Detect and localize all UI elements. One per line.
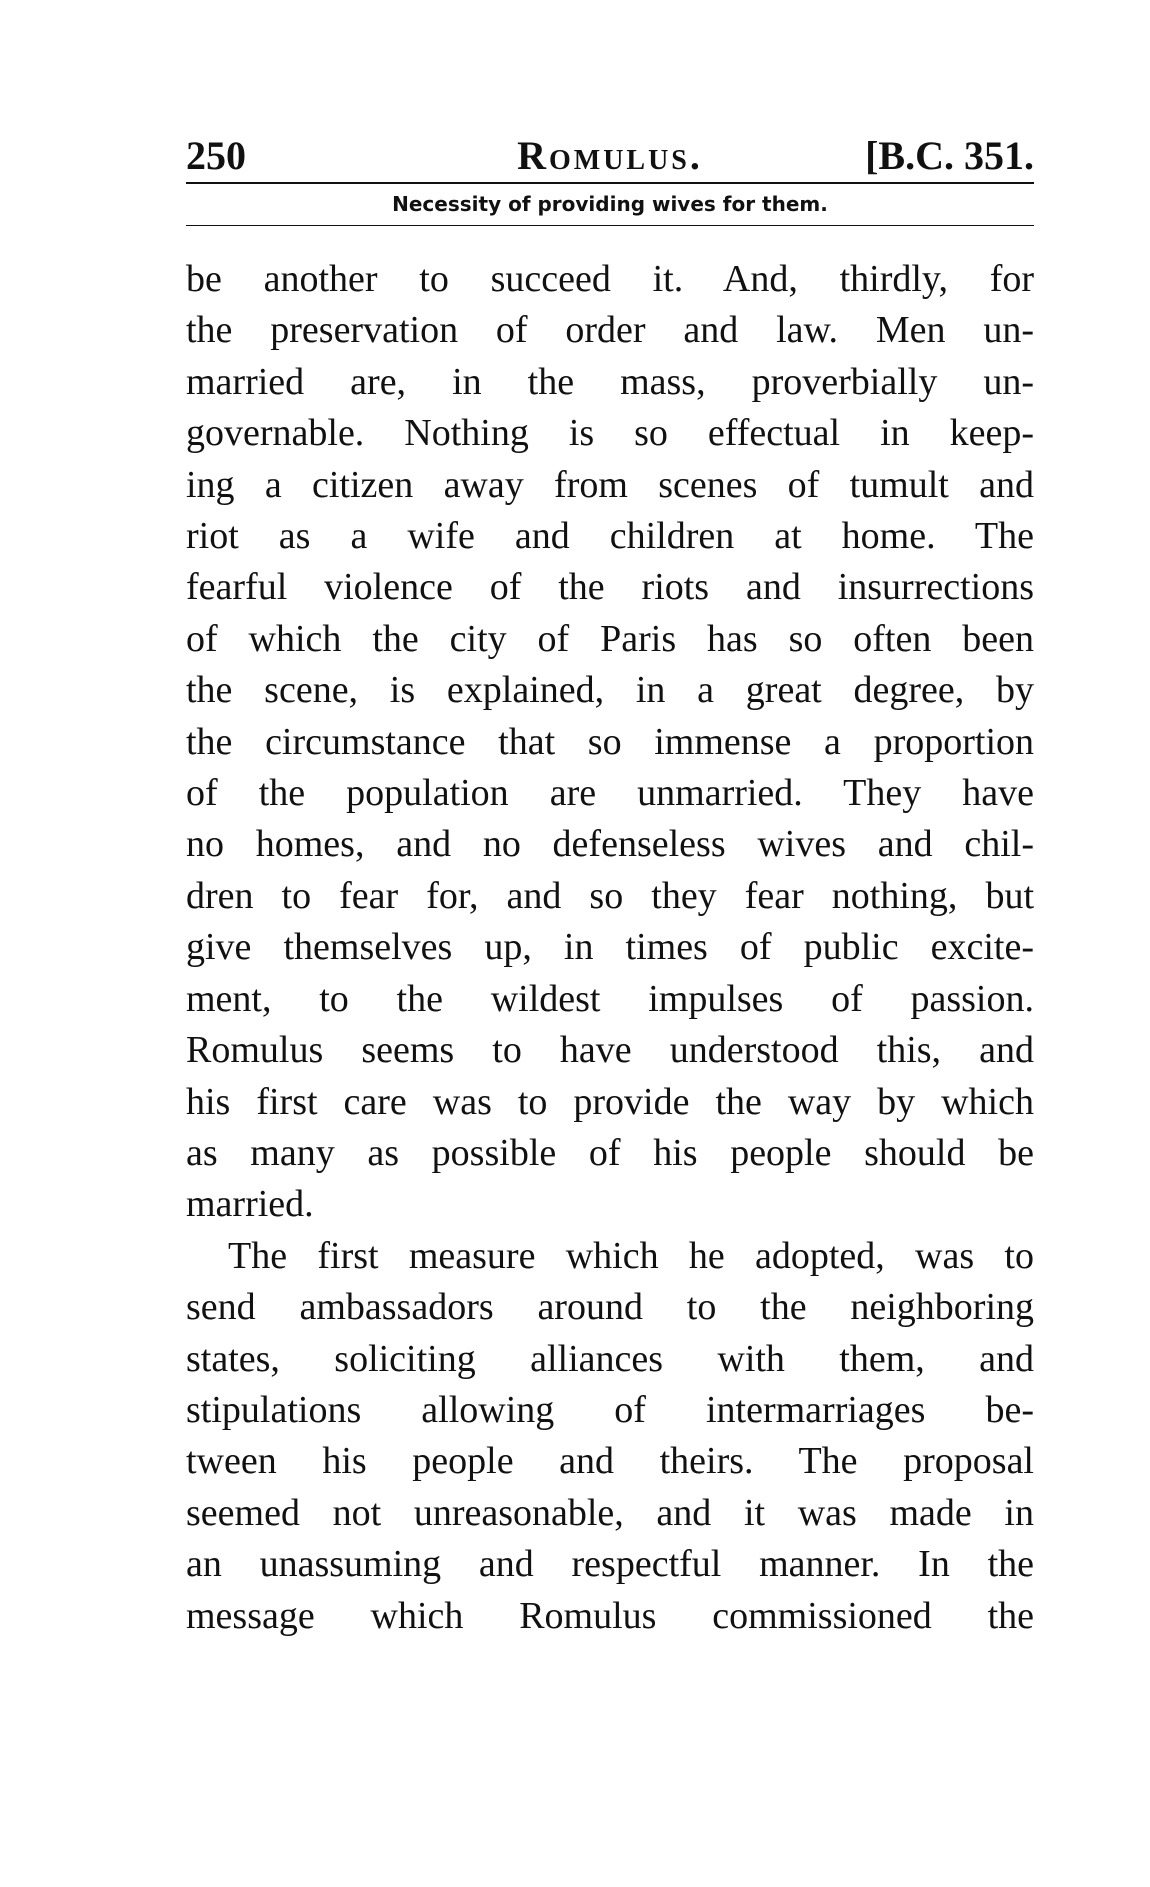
text-line: riot as a wife and children at home. The bbox=[186, 515, 1034, 558]
text-line: the scene, is explained, in a great degree, by bbox=[186, 669, 1034, 712]
text-line: stipulations allowing of intermarriages be- bbox=[186, 1388, 1034, 1431]
running-head bbox=[186, 130, 1034, 182]
text-line: the circumstance that so immense a proportion bbox=[186, 720, 1034, 763]
text-line: no homes, and no defenseless wives and chil- bbox=[186, 823, 1034, 866]
text-line: married. bbox=[186, 1183, 314, 1226]
text-line: governable. Nothing is so effectual in keep- bbox=[186, 412, 1034, 455]
text-line: seemed not unreasonable, and it was made in bbox=[186, 1491, 1034, 1534]
text-line: send ambassadors around to the neighboring bbox=[186, 1286, 1034, 1329]
text-line: as many as possible of his people should be bbox=[186, 1131, 1034, 1174]
text-line: an unassuming and respectful manner. In the bbox=[186, 1543, 1034, 1586]
text-line: of the population are unmarried. They have bbox=[186, 772, 1034, 815]
text-line: Romulus seems to have understood this, and bbox=[186, 1029, 1034, 1072]
page-number: 250 bbox=[186, 133, 246, 178]
text-line: message which Romulus commissioned the bbox=[186, 1594, 1034, 1637]
text-line: be another to succeed it. And, thirdly, for bbox=[186, 258, 1034, 300]
text-line: ment, to the wildest impulses of passion. bbox=[186, 977, 1034, 1020]
text-line: fearful violence of the riots and insurrections bbox=[186, 566, 1034, 609]
text-line: the preservation of order and law. Men un- bbox=[186, 309, 1034, 352]
text-line: married are, in the mass, proverbially un- bbox=[186, 360, 1034, 403]
text-line: give themselves up, in times of public excite- bbox=[186, 926, 1034, 969]
text-line: states, soliciting alliances with them, and bbox=[186, 1337, 1034, 1380]
text-line: dren to fear for, and so they fear nothing, but bbox=[186, 874, 1034, 917]
text-line: his first care was to provide the way by which bbox=[186, 1080, 1034, 1123]
text-line: tween his people and theirs. The proposal bbox=[186, 1440, 1034, 1483]
text-line: The first measure which he adopted, was to bbox=[228, 1234, 1034, 1277]
header-rule-bottom bbox=[186, 225, 1034, 226]
subheading: Necessity of providing wives for them. bbox=[392, 192, 828, 216]
running-title: Romulus. bbox=[517, 133, 703, 178]
text-line: ing a citizen away from scenes of tumult and bbox=[186, 463, 1034, 506]
body-text bbox=[186, 254, 1034, 1642]
header-rule-top bbox=[186, 182, 1034, 184]
text-line: of which the city of Paris has so often been bbox=[186, 617, 1034, 660]
book-page bbox=[186, 130, 1034, 1642]
date-reference: [B.C. 351. bbox=[865, 133, 1034, 178]
